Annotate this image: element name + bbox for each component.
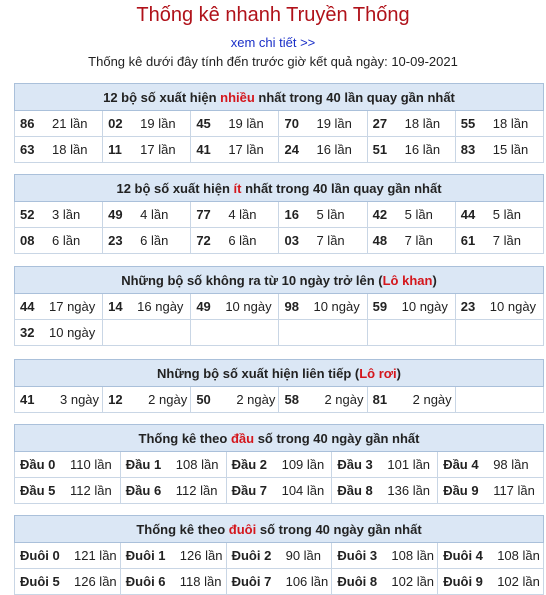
lo-roi-table [14,359,544,413]
stat-count: 17 lần [140,142,176,157]
stat-cell [191,320,279,346]
stat-cell [367,202,455,228]
stat-number: Đầu 3 [337,457,373,472]
stat-number: 03 [284,233,299,248]
dau-stats-table [14,424,544,504]
stat-number: Đầu 5 [20,483,56,498]
stat-cell [438,478,544,504]
stat-count: 3 lần [52,207,81,222]
stat-number: Đầu 6 [125,483,162,498]
header-highlight: đuôi [228,521,257,537]
stat-count: 18 lần [492,116,529,131]
stat-cell [279,387,367,413]
stat-count: 126 lần [74,574,117,589]
stat-count: 19 lần [316,116,352,131]
stat-number: Đuôi 4 [443,548,483,563]
most-frequent-table [14,83,544,163]
stat-cell [15,478,121,504]
stat-number: Đuôi 6 [125,574,166,589]
stat-count: 7 lần [316,233,345,248]
stat-count: 136 lần [387,483,431,498]
stat-number: Đuôi 1 [125,548,166,563]
stat-count: 102 lần [391,574,435,589]
page-title: Thống kê nhanh Truyền Thống [136,4,410,26]
stat-count: 18 lần [52,142,88,157]
table-row [15,569,544,595]
stat-cell [120,543,226,569]
table-header [15,267,544,294]
stat-count: 7 lần [404,233,433,248]
stat-cell [103,202,191,228]
stat-count: 6 lần [228,233,257,248]
table-row [15,202,544,228]
header-highlight: đầu [230,430,255,446]
stat-number: 23 [460,299,476,314]
stat-number: 23 [108,233,123,248]
stat-number: 24 [284,142,299,157]
stat-count: 15 lần [492,142,529,157]
duoi-stats-table [14,515,544,595]
stat-number: Đầu 9 [443,483,479,498]
stat-cell [15,202,103,228]
stat-number: 51 [372,142,388,157]
stat-number: Đầu 2 [231,457,267,472]
stat-cell [367,320,455,346]
stat-cell [191,137,279,163]
table-header [15,425,544,452]
stat-cell [15,111,103,137]
stat-cell [367,294,455,320]
stat-cell [279,320,367,346]
view-details-link[interactable]: xem chi tiết >> [230,35,316,50]
header-text: ) [396,365,401,381]
stat-cell [279,294,367,320]
table-row [15,294,544,320]
stat-number: 41 [196,142,211,157]
stat-count: 19 lần [228,116,264,131]
stat-number: 59 [372,299,388,314]
stat-cell [438,452,544,478]
stat-number: 58 [284,392,299,407]
stat-cell [279,111,367,137]
stat-count: 112 lần [70,483,112,498]
stat-count: 4 lần [140,207,169,222]
stat-count: 5 lần [316,207,345,222]
stat-cell [438,543,544,569]
stat-number: 72 [196,233,211,248]
stat-cell [455,137,543,163]
stat-count: 17 ngày [49,299,96,314]
stat-cell [332,543,438,569]
stat-cell [191,387,279,413]
stat-cell [455,387,543,413]
stat-number: Đuôi 9 [443,574,483,589]
table-row [15,543,544,569]
table-header [15,360,544,387]
stat-count: 117 lần [493,483,535,498]
stat-cell [15,569,121,595]
stat-number: Đầu 8 [337,483,373,498]
stat-count: 109 lần [281,457,325,472]
header-text: Những bộ số xuất hiện liên tiếp ( [156,365,360,381]
stat-count: 5 lần [492,207,521,222]
header-text: 12 bộ số xuất hiện [103,89,221,105]
stat-number: 83 [460,142,476,157]
stat-number: 44 [460,207,476,222]
stat-count: 102 lần [497,574,540,589]
stat-number: 63 [20,142,35,157]
header-highlight: Lô khan [382,272,433,288]
stat-number: Đuôi 0 [20,548,60,563]
stat-cell [226,478,332,504]
stat-count: 121 lần [74,548,117,563]
stat-number: 08 [20,233,35,248]
stat-number: 16 [284,207,299,222]
stat-count: 101 lần [387,457,431,472]
stat-cell [455,111,543,137]
stat-count: 126 lần [179,548,223,563]
table-row [15,228,544,254]
stat-count: 6 lần [140,233,169,248]
header-highlight: Lô rơi [359,365,397,381]
stat-count: 110 lần [70,457,112,472]
stat-number: Đầu 7 [231,483,267,498]
stat-count: 2 ngày [148,392,188,407]
table-header [15,175,544,202]
least-frequent-table [14,174,544,254]
header-text: Những bộ số không ra từ 10 ngày trở lên ( [121,272,383,288]
stat-cell [15,387,103,413]
stat-number: 14 [108,299,123,314]
stat-cell [455,228,543,254]
header-text: ) [432,272,437,288]
header-text: nhất trong 40 lần quay gần nhất [241,180,442,196]
stat-cell [120,452,226,478]
stat-number: 49 [108,207,123,222]
table-row [15,478,544,504]
stat-count: 2 ngày [324,392,364,407]
stat-cell [279,228,367,254]
table-header [15,84,544,111]
stat-cell [226,452,332,478]
header-text: 12 bộ số xuất hiện [116,180,234,196]
header-highlight: nhiều [220,89,255,105]
stat-count: 112 lần [175,483,218,498]
stat-number: Đuôi 2 [231,548,272,563]
stat-number: Đuôi 3 [337,548,378,563]
stat-cell [279,202,367,228]
table-row [15,111,544,137]
stat-number: 81 [372,392,388,407]
header-text: số trong 40 ngày gần nhất [256,521,422,537]
stat-number: Đầu 0 [20,457,56,472]
stat-count: 98 lần [493,457,529,472]
stat-count: 7 lần [492,233,521,248]
stat-cell [438,569,544,595]
stat-number: 02 [108,116,123,131]
stat-cell [120,569,226,595]
stat-cell [226,543,332,569]
stat-count: 108 lần [497,548,540,563]
stat-cell [191,294,279,320]
stat-count: 2 ngày [236,392,276,407]
stat-number: 48 [372,233,388,248]
stat-cell [332,569,438,595]
stat-cell [15,452,121,478]
stat-cell [103,228,191,254]
table-header [15,516,544,543]
table-row [15,320,544,346]
stat-cell [367,228,455,254]
stat-count: 4 lần [228,207,257,222]
stat-cell [455,320,543,346]
header-text: số trong 40 ngày gần nhất [254,430,420,446]
stat-number: Đuôi 7 [231,574,272,589]
stat-number: 32 [20,325,35,340]
stat-count: 10 ngày [489,299,537,314]
stat-count: 18 lần [404,116,441,131]
stat-number: 70 [284,116,299,131]
stat-number: 98 [284,299,299,314]
stat-cell [103,294,191,320]
stat-cell [279,137,367,163]
stat-number: 61 [460,233,476,248]
stat-number: 86 [20,116,35,131]
stat-count: 106 lần [285,574,329,589]
stat-cell [191,111,279,137]
stat-cell [367,111,455,137]
stat-count: 19 lần [140,116,176,131]
stat-count: 10 ngày [313,299,360,314]
stat-number: Đuôi 5 [20,574,60,589]
stat-count: 16 lần [404,142,441,157]
stat-count: 5 lần [404,207,433,222]
stat-count: 3 ngày [60,392,100,407]
table-row [15,452,544,478]
stat-count: 10 ngày [401,299,448,314]
stat-number: 55 [460,116,476,131]
stat-cell [120,478,226,504]
stat-cell [15,228,103,254]
stat-number: 45 [196,116,211,131]
header-highlight: ít [233,180,242,196]
stat-cell [103,320,191,346]
stat-count: 21 lần [52,116,88,131]
stat-count: 10 ngày [225,299,272,314]
table-row [15,137,544,163]
stat-number: 27 [372,116,388,131]
stat-cell [191,202,279,228]
stat-number: 11 [108,142,122,157]
stat-cell [332,478,438,504]
stat-count: 90 lần [285,548,322,563]
header-text: Thống kê theo [138,430,231,446]
table-row [15,387,544,413]
stat-number: 49 [196,299,211,314]
stat-count: 104 lần [281,483,325,498]
stat-cell [191,228,279,254]
stat-count: 118 lần [179,574,222,589]
stat-count: 17 lần [228,142,264,157]
stat-cell [103,387,191,413]
stat-count: 16 lần [316,142,352,157]
stat-number: 41 [20,392,35,407]
stat-count: 2 ngày [412,392,452,407]
stat-cell [15,543,121,569]
stat-number: 12 [108,392,123,407]
stat-number: Đầu 1 [125,457,162,472]
stat-count: 108 lần [391,548,435,563]
stat-cell [226,569,332,595]
stat-cell [367,137,455,163]
stat-cell [455,294,543,320]
stat-number: 50 [196,392,211,407]
stat-cell [332,452,438,478]
stat-cell [103,137,191,163]
stat-number: Đầu 4 [443,457,479,472]
page-subtitle: Thống kê dưới đây tính đến trước giờ kết quả ngày: 10-09-2021 [88,54,458,69]
lo-khan-table [14,266,544,346]
stat-cell [15,294,103,320]
stat-cell [15,137,103,163]
stat-cell [15,320,103,346]
stat-number: 42 [372,207,388,222]
stat-count: 10 ngày [49,325,96,340]
stat-cell [367,387,455,413]
stat-count: 108 lần [175,457,219,472]
header-text: nhất trong 40 lần quay gần nhất [254,89,455,105]
stat-number: 52 [20,207,35,222]
stat-number: 44 [20,299,35,314]
stat-number: Đuôi 8 [337,574,378,589]
stat-count: 16 ngày [137,299,184,314]
stat-count: 6 lần [52,233,81,248]
stat-cell [455,202,543,228]
header-text: Thống kê theo [136,521,229,537]
stat-number: 77 [196,207,211,222]
stat-cell [103,111,191,137]
